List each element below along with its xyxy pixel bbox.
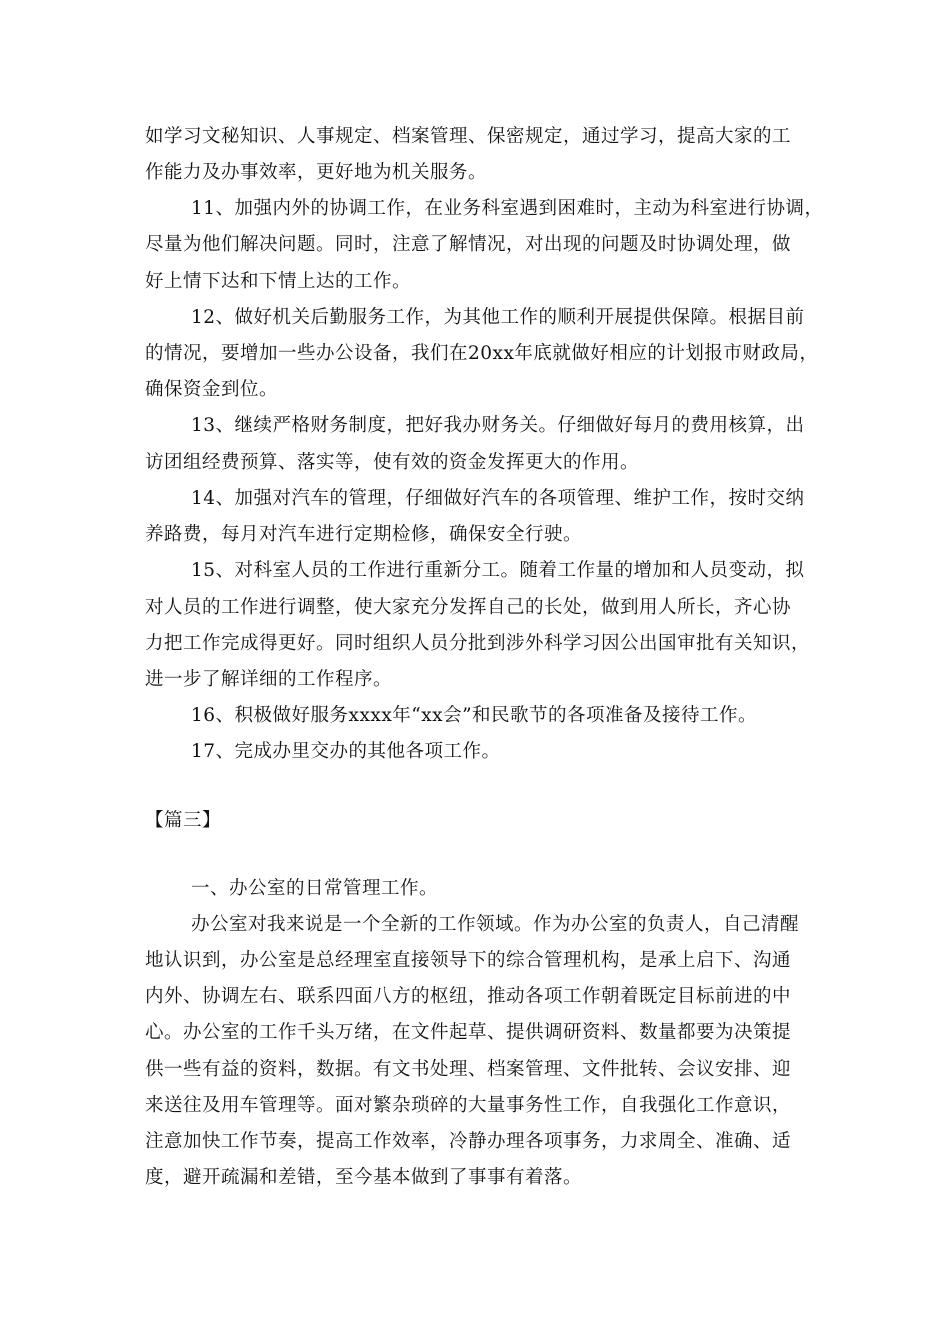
paragraph-12-line: 12、做好机关后勤服务工作，为其他工作的顺利开展提供保障。根据目前 (191, 307, 805, 328)
subsection-heading: 一、办公室的日常管理工作。 (191, 878, 439, 899)
text-line: 注意加快工作节奏，提高工作效率，冷静办理各项事务，力求周全、准确、适 (145, 1131, 792, 1152)
text-line: 的情况，要增加一些办公设备，我们在20xx年底就做好相应的计划报市财政局， (145, 343, 819, 364)
text-line: 心。办公室的工作千头万绪，在文件起草、提供调研资料、数量都要为决策提 (145, 1022, 792, 1043)
paragraph-11-line: 11、加强内外的协调工作，在业务科室遇到困难时，主动为科室进行协调， (191, 198, 824, 219)
text-line: 访团组经费预算、落实等，使有效的资金发挥更大的作用。 (145, 452, 640, 473)
text-line: 内外、协调左右、联系四面八方的枢纽，推动各项工作朝着既定目标前进的中 (145, 986, 792, 1007)
text-line: 供一些有益的资料，数据。有文书处理、档案管理、文件批转、会议安排、迎 (145, 1059, 792, 1080)
text-line: 对人员的工作进行调整，使大家充分发挥自己的长处，做到用人所长，齐心协 (145, 597, 792, 618)
paragraph-16-line: 16、积极做好服务xxxx年“xx会”和民歌节的各项准备及接待工作。 (191, 705, 758, 726)
text-line: 进一步了解详细的工作程序。 (145, 669, 393, 690)
paragraph-17-line: 17、完成办里交办的其他各项工作。 (191, 741, 501, 762)
text-line: 度，避开疏漏和差错，至今基本做到了事事有着落。 (145, 1167, 583, 1188)
paragraph-line: 办公室对我来说是一个全新的工作领域。作为办公室的负责人，自己清醒 (191, 914, 800, 935)
text-line: 来送往及用车管理等。面对繁杂琐碎的大量事务性工作，自我强化工作意识， (145, 1095, 792, 1116)
text-line: 地认识到，办公室是总经理室直接领导下的综合管理机构，是承上启下、沟通 (145, 950, 792, 971)
text-line: 确保资金到位。 (145, 379, 279, 400)
paragraph-15-line: 15、对科室人员的工作进行重新分工。随着工作量的增加和人员变动，拟 (191, 560, 805, 581)
paragraph-14-line: 14、加强对汽车的管理，仔细做好汽车的各项管理、维护工作，按时交纳 (191, 488, 805, 509)
paragraph-13-line: 13、继续严格财务制度，把好我办财务关。仔细做好每月的费用核算，出 (191, 415, 805, 436)
text-line: 力把工作完成得更好。同时组织人员分批到涉外科学习因公出国审批有关知识， (145, 633, 811, 654)
text-line: 作能力及办事效率，更好地为机关服务。 (145, 162, 488, 183)
section-heading: 【篇三】 (145, 810, 222, 831)
text-line: 尽量为他们解决问题。同时，注意了解情况，对出现的问题及时协调处理，做 (145, 234, 792, 255)
text-line: 如学习文秘知识、人事规定、档案管理、保密规定，通过学习，提高大家的工 (145, 126, 792, 147)
text-line: 好上情下达和下情上达的工作。 (145, 271, 412, 292)
text-line: 养路费，每月对汽车进行定期检修，确保安全行驶。 (145, 524, 583, 545)
